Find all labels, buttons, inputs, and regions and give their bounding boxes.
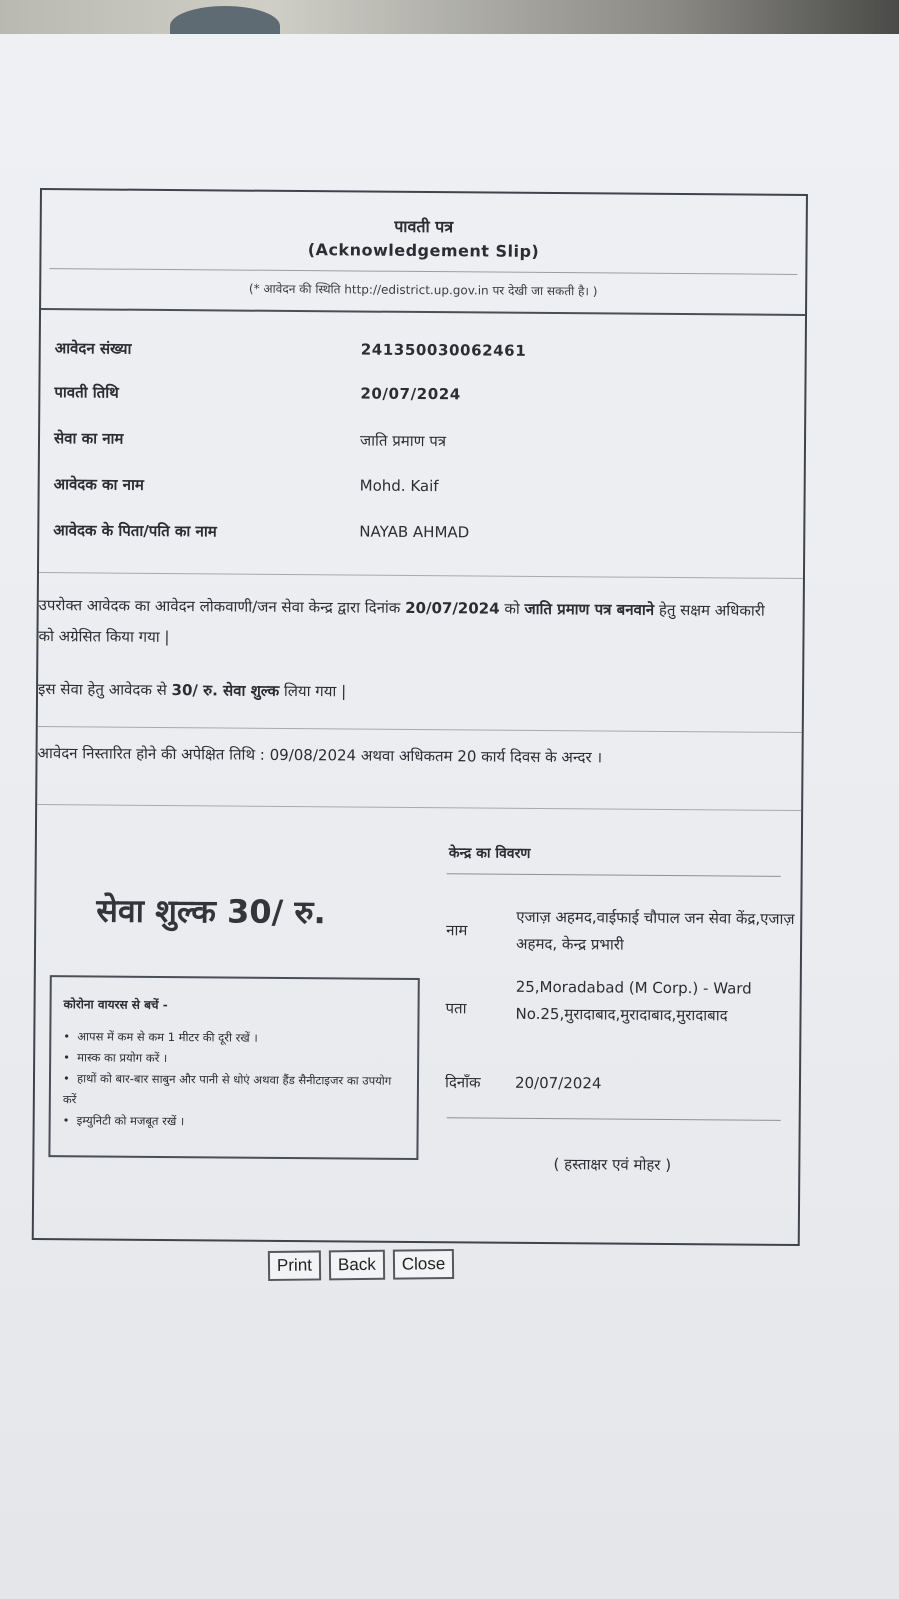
detail-row-applicant-name: [54, 474, 794, 504]
center-address-label: पता: [445, 999, 467, 1018]
fee-paragraph: [38, 674, 778, 711]
corona-item-text: मास्क का प्रयोग करें ।: [77, 1050, 168, 1066]
detail-value: NAYAB AHMAD: [359, 522, 470, 542]
center-address-value: 25,Moradabad (M Corp.) - Ward No.25,मुरादाबाद,मुरादाबाद,मुरादाबाद: [515, 977, 752, 1025]
print-button[interactable]: Print: [268, 1250, 321, 1281]
corona-title: कोरोना वायरस से बचें -: [63, 997, 168, 1013]
detail-row-application-number: [55, 338, 795, 368]
fee-text: लिया गया |: [279, 681, 347, 701]
status-note: (* आवेदन की स्थिति http://edistrict.up.gov.in पर देखी जा सकती है। ): [248, 281, 598, 299]
expected-text: कार्य दिवस के अन्दर ।: [476, 747, 603, 767]
slip-title-english: (Acknowledgement Slip): [307, 240, 540, 261]
acknowledgement-slip: [32, 188, 808, 1246]
statement-date: 20/07/2024: [405, 598, 500, 618]
corona-item-text: आपस में कम से कम 1 मीटर की दूरी रखें ।: [77, 1029, 258, 1045]
center-date-label: दिनाँक: [444, 1073, 481, 1092]
expected-date-paragraph: [37, 738, 777, 775]
bullet-icon: •: [63, 1029, 71, 1044]
back-button[interactable]: Back: [329, 1250, 385, 1281]
center-date-field: [445, 1069, 781, 1102]
service-fee-banner: सेवा शुल्क 30/ रु.: [96, 891, 326, 932]
detail-label: सेवा का नाम: [53, 429, 124, 448]
slip-title-hindi: पावती पत्र: [394, 216, 454, 237]
bullet-icon: •: [63, 1050, 71, 1065]
header-divider: [49, 268, 797, 275]
detail-row-father-name: [53, 520, 793, 550]
center-date-value: 20/07/2024: [514, 1073, 602, 1093]
center-name-value: एजाज़ अहमद,वाईफाई चौपाल जन सेवा केंद्र,एजाज़ अहमद, केन्द्र प्रभारी: [516, 907, 795, 954]
signature-caption: ( हस्ताक्षर एवं मोहर ): [553, 1155, 672, 1174]
detail-value: 20/07/2024: [360, 384, 461, 404]
section-divider: [38, 726, 802, 733]
bullet-icon: •: [62, 1113, 70, 1128]
expected-days: 20: [457, 747, 477, 766]
list-item: [61, 1047, 407, 1071]
center-name-label: नाम: [446, 921, 468, 940]
fee-amount: 30/ रु. सेवा शुल्क: [171, 681, 280, 700]
center-name-field: [446, 903, 795, 966]
detail-label: पावती तिथि: [54, 383, 119, 402]
corona-item-text: इम्युनिटी को मजबूत रखें ।: [76, 1113, 185, 1129]
fee-text: इस सेवा हेतु आवेदक से: [37, 680, 172, 700]
detail-label: आवेदन संख्या: [54, 339, 132, 358]
section-divider: [37, 804, 801, 811]
expected-date: 09/08/2024: [269, 745, 357, 765]
expected-text: अथवा अधिकतम: [356, 746, 458, 766]
detail-row-receipt-date: [54, 382, 794, 412]
detail-value: जाति प्रमाण पत्र: [359, 431, 447, 451]
detail-value: Mohd. Kaif: [359, 476, 439, 496]
detail-label: आवेदक का नाम: [53, 475, 144, 494]
list-item: [61, 1110, 407, 1134]
center-details: [444, 833, 795, 1174]
slip-header: [41, 190, 806, 316]
detail-row-service-name: [54, 428, 794, 458]
list-item: [61, 1026, 407, 1050]
statement-paragraph: [38, 590, 778, 658]
section-divider: [39, 572, 803, 579]
expected-text: आवेदन निस्तारित होने की अपेक्षित तिथि :: [37, 743, 270, 764]
center-address-field: [445, 973, 782, 1056]
statement-text: हेतु सक्षम अधिकारी को अग्रेसित किया गया |: [38, 600, 765, 647]
detail-value: 241350030062461: [360, 340, 527, 360]
corona-advisory-box: [48, 975, 419, 1160]
signature-line: [447, 1117, 781, 1121]
statement-text: उपरोक्त आवेदक का आवेदन लोकवाणी/जन सेवा केन्द्र द्वारा दिनांक: [38, 596, 406, 617]
close-button[interactable]: Close: [393, 1249, 455, 1280]
center-title-divider: [447, 873, 781, 877]
center-details-title: केन्द्र का विवरण: [448, 845, 531, 862]
statement-service: जाति प्रमाण पत्र बनवाने: [524, 599, 655, 619]
action-buttons: [268, 1249, 455, 1281]
bullet-icon: •: [62, 1071, 70, 1086]
corona-item-text: हाथों को बार-बार साबुन और पानी से धोएं अथवा हैंड सैनीटाइजर का उपयोग करें: [62, 1071, 392, 1107]
list-item: [61, 1068, 407, 1113]
corona-list: [61, 1026, 408, 1134]
detail-label: आवेदक के पिता/पति का नाम: [53, 521, 217, 541]
statement-text: को: [499, 599, 525, 618]
